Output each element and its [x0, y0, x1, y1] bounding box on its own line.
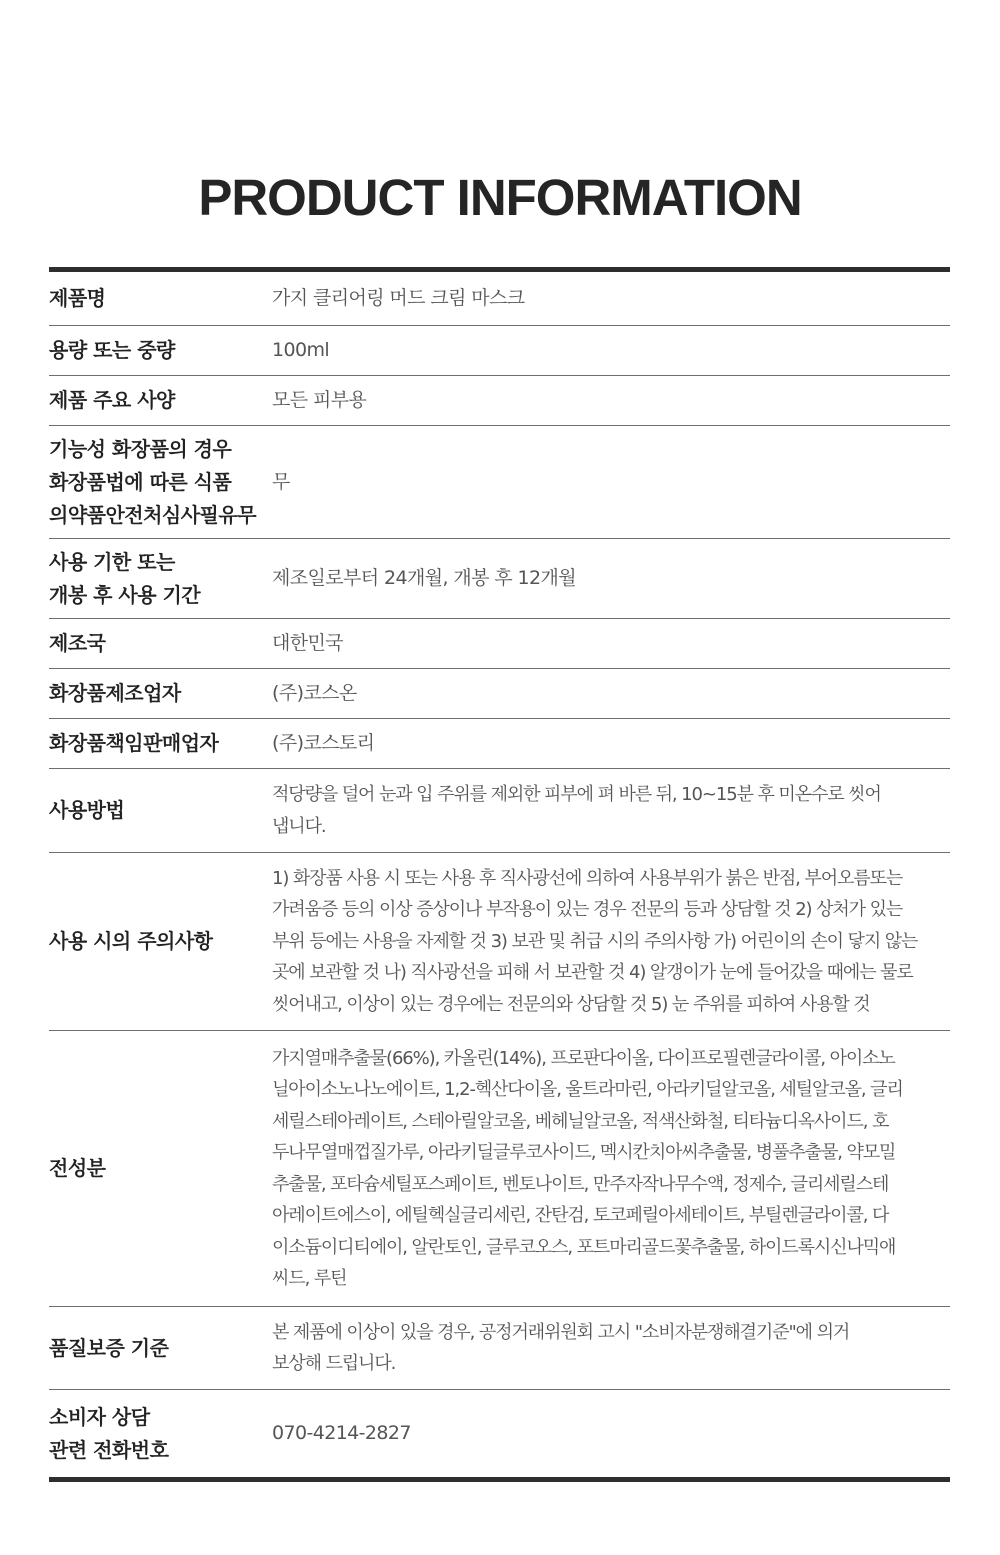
row-label: 사용 시의 주의사항 — [49, 929, 213, 953]
row-label: 제조국 — [49, 631, 106, 655]
product-info-table — [49, 267, 950, 1482]
row-label: 용량 또는 중량 — [49, 338, 175, 362]
table-row-main-spec — [49, 376, 950, 426]
row-label: 화장품책임판매업자 — [49, 731, 219, 755]
row-label: 사용 기한 또는 개봉 후 사용 기간 — [49, 549, 201, 607]
row-value: 가지 클리어링 머드 크림 마스크 — [272, 287, 525, 309]
row-value: 070-4214-2827 — [272, 1422, 411, 1444]
row-value: 무 — [272, 470, 290, 493]
table-row-ingredients — [49, 1031, 950, 1307]
table-row-product-name — [49, 272, 950, 326]
row-value: 가지열매추출물(66%), 카올린(14%), 프로판다이올, 다이프로필렌글라이콜, 아이소노 닐아이소노나노에이트, 1,2-헥산다이올, 울트라마린, 아라키딜알코올, 세틸알코올, 글리 세릴스테아레이트, 스테아릴알코올, 베헤닐알코올, 적색산화철, 티타늄디옥사이드, 호 두나무열매껍질가루, 아라키딜글루코사이드, 멕시칸치아씨추출물, 병풀추출물, 약모밀 추출물, 포타슘세틸포스페이트, 벤토나이트, 만주자작나무수액, 정제수, 글리세릴스테 아레이트에스이, 에틸헥실글리세린, 잔탄검, 토코페릴아세테이트, 부틸렌글라이콜, 다 이소듐이디티에이, 알란토인, 글루코오스, 포트마리골드꽃추출물, 하이드록시신나믹애 씨드, 루틴 — [272, 1047, 903, 1289]
row-label: 기능성 화장품의 경우 화장품법에 따른 식품 의약품안전처심사필유무 — [49, 436, 257, 527]
row-label: 제품명 — [49, 286, 106, 310]
row-value: 100ml — [272, 339, 330, 361]
table-row-manufacturer — [49, 669, 950, 719]
row-label: 제품 주요 사양 — [49, 388, 175, 412]
table-row-volume — [49, 326, 950, 376]
row-value: (주)코스토리 — [272, 732, 375, 754]
table-row-quality-guarantee — [49, 1307, 950, 1390]
row-label: 전성분 — [49, 1156, 106, 1180]
table-row-usage — [49, 769, 950, 853]
table-row-precautions — [49, 853, 950, 1031]
row-value: 본 제품에 이상이 있을 경우, 공정거래위원회 고시 "소비자분쟁해결기준"에 의거 보상해 드립니다. — [272, 1321, 850, 1374]
row-label: 품질보증 기준 — [49, 1335, 169, 1360]
page-title: PRODUCT INFORMATION — [198, 169, 802, 226]
row-label: 소비자 상담 관련 전화번호 — [49, 1404, 169, 1462]
row-value: 제조일로부터 24개월, 개봉 후 12개월 — [272, 567, 576, 589]
table-row-consumer-phone — [49, 1390, 950, 1477]
table-row-expiry — [49, 539, 950, 619]
row-value: 적당량을 덜어 눈과 입 주위를 제외한 피부에 펴 바른 뒤, 10~15분 후 미온수로 씻어 냅니다. — [272, 784, 881, 837]
row-value: 모든 피부용 — [272, 389, 367, 411]
row-label: 화장품제조업자 — [49, 681, 181, 705]
row-value: 1) 화장품 사용 시 또는 사용 후 직사광선에 의하여 사용부위가 붉은 반점, 부어오름또는 가려움증 등의 이상 증상이나 부작용이 있는 경우 전문의 등과 상담할 것 2) 상처가 있는 부위 등에는 사용을 자제할 것 3) 보관 및 취급 시의 주의사항 가) 어린이의 손이 닿지 않는 곳에 보관할 것 나) 직사광선을 피해 서 보관할 것 4) 알갱이가 눈에 들어갔을 때에는 물로 씻어내고, 이상이 있는 경우에는 전문의와 상담할 것 5) 눈 주위를 피하여 사용할 것 — [272, 867, 918, 1015]
row-value: 대한민국 — [272, 632, 344, 654]
table-row-country — [49, 619, 950, 669]
table-row-distributor — [49, 719, 950, 769]
row-label: 사용방법 — [49, 798, 125, 822]
table-row-functional-review — [49, 426, 950, 539]
row-value: (주)코스온 — [272, 682, 357, 704]
